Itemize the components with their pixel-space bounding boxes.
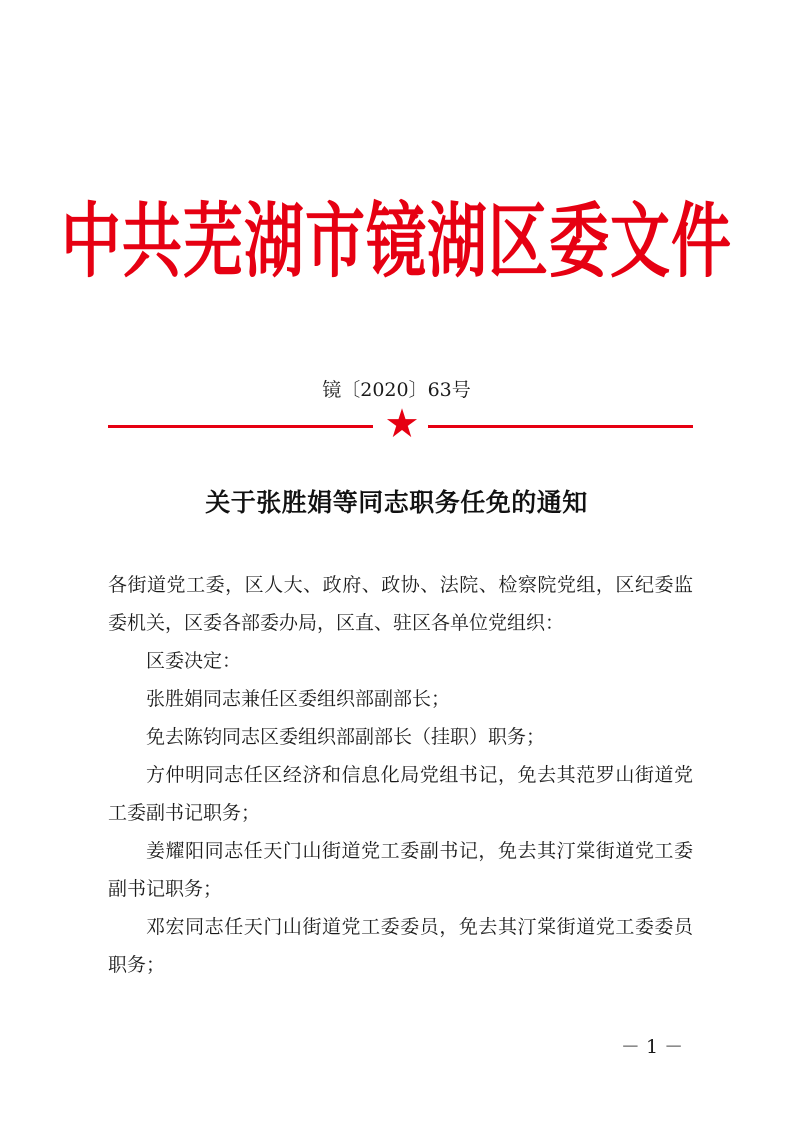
red-rule-right bbox=[428, 425, 693, 428]
star-icon bbox=[386, 407, 418, 439]
paragraph: 区委决定： bbox=[146, 650, 242, 672]
paragraph: 张胜娟同志兼任区委组织部副部长； bbox=[146, 688, 451, 710]
star-shape bbox=[387, 408, 417, 437]
red-rule-left bbox=[108, 425, 373, 428]
document-header-title: 中共芜湖市镜湖区委文件 bbox=[61, 195, 732, 290]
notice-title: 关于张胜娟等同志职务任免的通知 bbox=[205, 488, 588, 517]
paragraph: 免去陈钧同志区委组织部副部长（挂职）职务； bbox=[146, 726, 546, 748]
notice-body bbox=[108, 566, 693, 984]
paragraph: 邓宏同志任天门山街道党工委委员，免去其汀棠街道党工委委员职务； bbox=[108, 916, 693, 976]
paragraph: 姜耀阳同志任天门山街道党工委副书记，免去其汀棠街道党工委副书记职务； bbox=[108, 840, 693, 900]
document-number: 镜〔2020〕63号 bbox=[322, 379, 471, 401]
addressees: 各街道党工委，区人大、政府、政协、法院、检察院党组，区纪委监委机关，区委各部委办局，区直、驻区各单位党组织： bbox=[108, 574, 693, 634]
page-number: － 1 － bbox=[620, 1036, 684, 1058]
paragraph: 方仲明同志任区经济和信息化局党组书记，免去其范罗山街道党工委副书记职务； bbox=[108, 764, 693, 824]
